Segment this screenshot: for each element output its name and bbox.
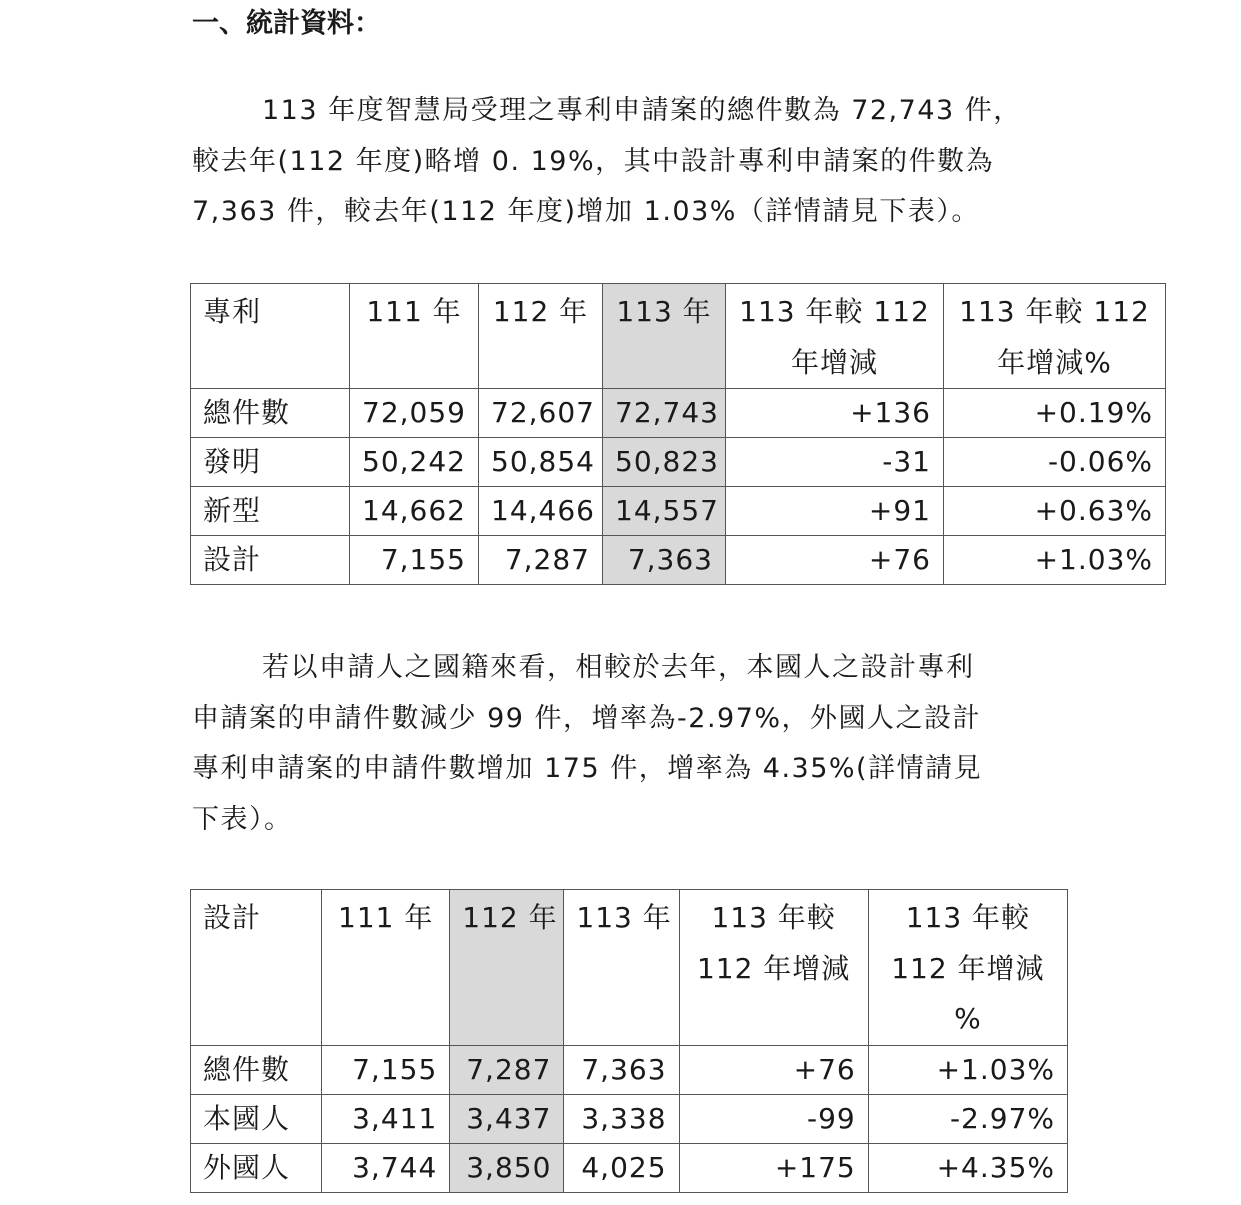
table-header-row — [191, 284, 1166, 389]
table-header-row — [191, 890, 1068, 1046]
value-cell: +175 — [679, 1143, 868, 1192]
section-heading: 一、統計資料： — [192, 8, 381, 39]
header-line: 年增減 — [790, 345, 878, 379]
value-cell: +4.35% — [868, 1143, 1067, 1192]
header-line: 113 年 — [576, 901, 672, 934]
header-line: 專利 — [203, 295, 262, 328]
value-cell: 72,607 — [479, 389, 603, 438]
value-cell: +136 — [726, 389, 944, 438]
header-line: 113 年較 112 — [739, 295, 930, 328]
value-cell: 4,025 — [564, 1143, 679, 1192]
value-cell: -0.06% — [944, 438, 1166, 487]
header-line: 112 年增減 — [696, 951, 851, 985]
header-line: 112 年 — [492, 295, 589, 328]
header-line: % — [954, 1002, 982, 1035]
header-cell-category — [191, 284, 350, 389]
row-label-cell: 設計 — [191, 536, 350, 585]
nationality-paragraph — [192, 643, 1062, 845]
header-line: 112 年 — [462, 901, 558, 934]
patent-statistics-table — [190, 283, 1166, 585]
header-line: 113 年 — [616, 295, 712, 328]
header-cell-change-percent — [944, 284, 1166, 389]
value-cell: 7,363 — [603, 536, 726, 585]
value-cell: 14,662 — [350, 487, 479, 536]
header-line: 112 年增減 — [891, 951, 1045, 985]
value-cell: -31 — [726, 438, 944, 487]
value-cell: +1.03% — [944, 536, 1166, 585]
paragraph-line: 較去年(112 年度)略增 0. 19%，其中設計專利申請案的件數為 — [192, 145, 995, 177]
header-line: 111 年 — [366, 295, 462, 328]
header-line: 設計 — [203, 901, 262, 934]
paragraph-line: 申請案的申請件數減少 99 件，增率為-2.97%，外國人之設計 — [192, 702, 982, 734]
value-cell: -99 — [679, 1094, 868, 1143]
value-cell: 72,059 — [350, 389, 479, 438]
row-label-cell: 本國人 — [191, 1094, 322, 1143]
value-cell: +91 — [726, 487, 944, 536]
row-label-cell: 總件數 — [191, 1045, 322, 1094]
row-label-cell: 新型 — [191, 487, 350, 536]
value-cell: 72,743 — [603, 389, 726, 438]
header-line: 年增減% — [997, 345, 1112, 379]
header-cell-112 — [479, 284, 603, 389]
paragraph-line: 7,363 件，較去年(112 年度)增加 1.03%（詳情請見下表）。 — [192, 196, 980, 227]
value-cell: 14,466 — [479, 487, 603, 536]
value-cell: 3,338 — [564, 1094, 679, 1143]
header-line: 113 年較 — [711, 901, 836, 934]
value-cell: 7,287 — [450, 1045, 564, 1094]
paragraph-line: 若以申請人之國籍來看，相較於去年，本國人之設計專利 — [262, 652, 975, 683]
header-cell-111 — [350, 284, 479, 389]
value-cell: +1.03% — [868, 1045, 1067, 1094]
header-line: 113 年較 — [905, 901, 1031, 934]
value-cell: 3,744 — [322, 1143, 450, 1192]
header-cell-111 — [322, 890, 450, 1046]
header-cell-change-percent — [868, 890, 1067, 1046]
row-label-cell: 發明 — [191, 438, 350, 487]
design-statistics-table — [190, 889, 1068, 1193]
table-row — [191, 1094, 1068, 1143]
header-line: 113 年較 112 — [959, 295, 1150, 328]
table-row — [191, 1045, 1068, 1094]
intro-paragraph — [192, 86, 1062, 238]
header-cell-112 — [450, 890, 564, 1046]
header-line: 111 年 — [338, 901, 434, 934]
value-cell: 50,823 — [603, 438, 726, 487]
table-row — [191, 487, 1166, 536]
paragraph-line: 113 年度智慧局受理之專利申請案的總件數為 72,743 件， — [262, 95, 1022, 126]
value-cell: 14,557 — [603, 487, 726, 536]
paragraph-line: 下表）。 — [192, 803, 293, 835]
table-row — [191, 1143, 1068, 1192]
value-cell: 3,437 — [450, 1094, 564, 1143]
value-cell: 50,242 — [350, 438, 479, 487]
value-cell: 3,411 — [322, 1094, 450, 1143]
header-cell-113 — [603, 284, 726, 389]
table-row — [191, 438, 1166, 487]
header-cell-category — [191, 890, 322, 1046]
value-cell: 7,155 — [350, 536, 479, 585]
value-cell: 50,854 — [479, 438, 603, 487]
value-cell: -2.97% — [868, 1094, 1067, 1143]
table-row — [191, 389, 1166, 438]
header-cell-113 — [564, 890, 679, 1046]
value-cell: 7,155 — [322, 1045, 450, 1094]
header-cell-change — [679, 890, 868, 1046]
value-cell: +76 — [726, 536, 944, 585]
value-cell: 7,287 — [479, 536, 603, 585]
value-cell: +0.63% — [944, 487, 1166, 536]
value-cell: +0.19% — [944, 389, 1166, 438]
value-cell: +76 — [679, 1045, 868, 1094]
value-cell: 3,850 — [450, 1143, 564, 1192]
value-cell: 7,363 — [564, 1045, 679, 1094]
row-label-cell: 總件數 — [191, 389, 350, 438]
header-cell-change — [726, 284, 944, 389]
row-label-cell: 外國人 — [191, 1143, 322, 1192]
paragraph-line: 專利申請案的申請件數增加 175 件，增率為 4.35%(詳情請見 — [192, 753, 983, 784]
table-row — [191, 536, 1166, 585]
